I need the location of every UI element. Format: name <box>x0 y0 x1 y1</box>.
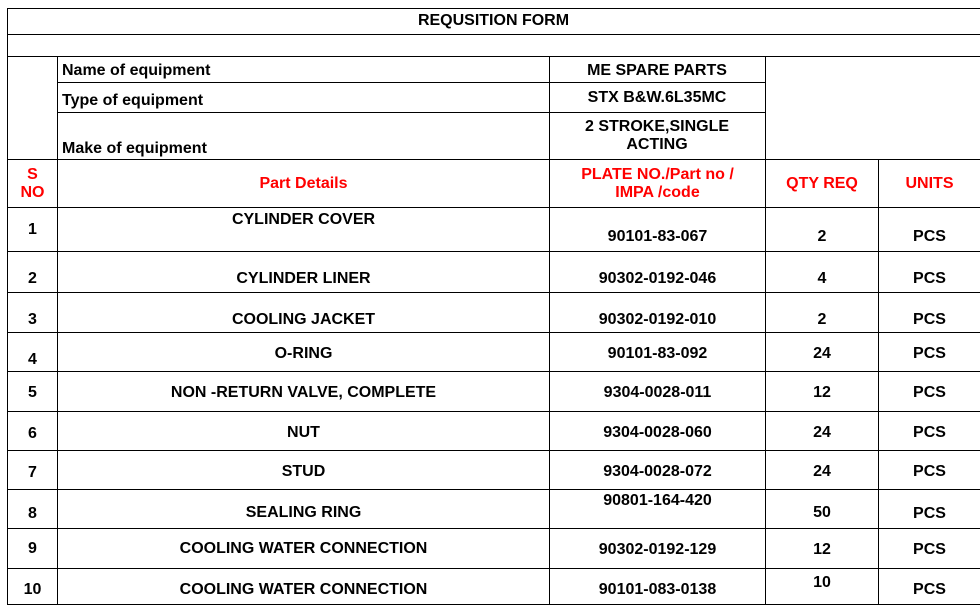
header-plate-no <box>550 160 765 207</box>
row-9-sno: 9 <box>28 540 37 557</box>
header-plate-no-line1: PLATE NO./Part no / <box>581 165 734 183</box>
row-4-sno: 4 <box>28 351 37 368</box>
row-10-sno: 10 <box>23 581 42 598</box>
grid-line <box>765 56 766 605</box>
row-5-part: NON -RETURN VALVE, COMPLETE <box>170 384 437 401</box>
row-2-code: 90302-0192-046 <box>598 270 717 287</box>
form-title: REQUSITION FORM <box>417 12 570 29</box>
header-qty: QTY REQ <box>786 174 858 192</box>
row-4-unit: PCS <box>913 345 946 362</box>
equipment-make-value <box>550 114 764 158</box>
header-sno <box>8 160 57 207</box>
row-7-part: STUD <box>281 463 326 480</box>
row-2-unit: PCS <box>913 270 946 287</box>
row-6-unit: PCS <box>913 424 946 441</box>
row-5-qty: 12 <box>813 384 831 401</box>
row-3-code: 90302-0192-010 <box>598 311 717 328</box>
header-part-details: Part Details <box>259 174 348 192</box>
header-units: UNITS <box>905 174 954 192</box>
row-5-unit: PCS <box>913 384 946 401</box>
row-10-unit: PCS <box>913 581 946 598</box>
row-9-qty: 12 <box>813 541 831 558</box>
row-4-part: O-RING <box>274 345 333 362</box>
row-2-qty: 4 <box>817 270 827 287</box>
row-1-qty: 2 <box>817 228 827 245</box>
row-9-code: 90302-0192-129 <box>598 541 717 558</box>
row-8-part: SEALING RING <box>245 504 362 521</box>
equipment-type-label: Type of equipment <box>62 92 204 109</box>
row-6-code: 9304-0028-060 <box>603 424 712 441</box>
row-1-part: CYLINDER COVER <box>231 211 376 228</box>
row-4-qty: 24 <box>813 345 831 362</box>
equipment-type-value: STX B&W.6L35MC <box>587 89 727 106</box>
row-10-part: COOLING WATER CONNECTION <box>179 581 428 598</box>
row-7-sno: 7 <box>28 464 37 481</box>
row-10-code: 90101-083-0138 <box>598 581 717 598</box>
equipment-name-value: ME SPARE PARTS <box>587 62 727 79</box>
row-8-sno: 8 <box>28 505 37 522</box>
row-1-unit: PCS <box>913 228 946 245</box>
row-10-qty: 10 <box>813 574 831 591</box>
row-9-part: COOLING WATER CONNECTION <box>179 540 428 557</box>
row-5-code: 9304-0028-011 <box>603 384 712 401</box>
row-2-part: CYLINDER LINER <box>236 270 371 287</box>
row-1-code: 90101-83-067 <box>607 228 708 245</box>
grid-line <box>7 604 980 605</box>
header-sno-line2: NO <box>20 183 45 201</box>
equipment-make-value-line1: 2 STROKE,SINGLE <box>584 118 730 135</box>
row-1-sno: 1 <box>28 220 37 238</box>
grid-line <box>7 34 980 35</box>
header-plate-no-line2: IMPA /code <box>615 183 700 201</box>
equipment-name-label: Name of equipment <box>62 62 211 79</box>
row-8-unit: PCS <box>913 505 946 522</box>
row-9-unit: PCS <box>913 541 946 558</box>
row-4-code: 90101-83-092 <box>607 345 708 362</box>
row-3-part: COOLING JACKET <box>231 311 376 328</box>
row-6-part: NUT <box>287 424 320 441</box>
row-3-sno: 3 <box>28 311 37 328</box>
row-7-code: 9304-0028-072 <box>603 463 712 480</box>
row-6-sno: 6 <box>28 425 37 442</box>
row-8-qty: 50 <box>813 504 831 521</box>
row-7-qty: 24 <box>813 463 831 480</box>
equipment-make-value-line2: ACTING <box>626 136 688 153</box>
header-sno-line1: S <box>27 165 38 183</box>
row-6-qty: 24 <box>813 424 831 441</box>
row-7-unit: PCS <box>913 463 946 480</box>
row-8-code: 90801-164-420 <box>603 492 712 509</box>
row-3-unit: PCS <box>913 311 946 328</box>
equipment-make-label: Make of equipment <box>62 140 207 157</box>
row-5-sno: 5 <box>28 384 37 401</box>
row-3-qty: 2 <box>817 311 827 328</box>
row-2-sno: 2 <box>28 270 37 287</box>
